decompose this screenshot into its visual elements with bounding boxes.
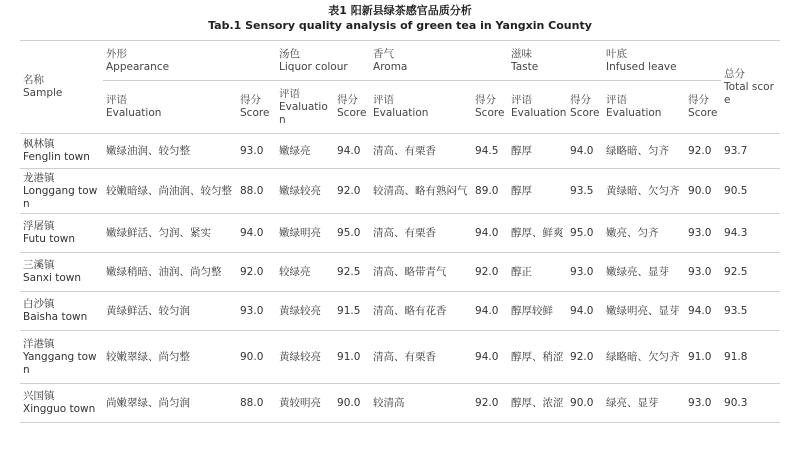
cell-liquor-score: 91.0 xyxy=(334,331,370,384)
cell-taste-score: 92.0 xyxy=(567,331,603,384)
table-title-cn: 表1 阳新县绿茶感官品质分析 xyxy=(328,4,472,17)
header-evaluation: 评语 Evaluation xyxy=(603,81,685,134)
cell-appearance-score: 93.0 xyxy=(237,292,276,331)
cell-aroma: 较清高、略有熟闷气 xyxy=(370,169,472,214)
cell-aroma-score: 94.0 xyxy=(472,331,508,384)
cell-total: 92.5 xyxy=(721,253,780,292)
sensory-quality-table xyxy=(20,40,780,423)
cell-taste: 醇厚 xyxy=(508,169,567,214)
cell-taste: 醇厚 xyxy=(508,134,567,169)
cell-taste-score: 93.0 xyxy=(567,253,603,292)
cell-aroma-score: 92.0 xyxy=(472,253,508,292)
header-evaluation: 评语 Evaluation xyxy=(508,81,567,134)
header-group-taste: 滋味 Taste xyxy=(508,41,603,81)
cell-appearance: 嫩绿鲜活、匀润、紧实 xyxy=(103,214,237,253)
cell-liquor-score: 95.0 xyxy=(334,214,370,253)
cell-leaf: 黄绿暗、欠匀齐 xyxy=(603,169,685,214)
header-total: 总分 Total score xyxy=(721,41,780,134)
cell-aroma-score: 94.0 xyxy=(472,292,508,331)
header-group-liquor: 汤色 Liquor colour xyxy=(276,41,370,81)
table-title-en: Tab.1 Sensory quality analysis of green tea in Yangxin County xyxy=(208,19,592,32)
cell-leaf-score: 93.0 xyxy=(685,384,721,423)
cell-sample: 三溪镇 Sanxi town xyxy=(20,253,103,292)
cell-total: 90.3 xyxy=(721,384,780,423)
cell-total: 93.7 xyxy=(721,134,780,169)
header-score: 得分 Score xyxy=(567,81,603,134)
cell-appearance: 较嫩翠绿、尚匀整 xyxy=(103,331,237,384)
cell-appearance: 黄绿鲜活、较匀润 xyxy=(103,292,237,331)
cell-total: 94.3 xyxy=(721,214,780,253)
header-group-leaf: 叶底 Infused leave xyxy=(603,41,721,81)
header-evaluation: 评语 Evaluation xyxy=(370,81,472,134)
table-caption xyxy=(0,0,800,33)
table-row xyxy=(20,134,780,169)
table-row xyxy=(20,384,780,423)
cell-appearance-score: 88.0 xyxy=(237,384,276,423)
cell-taste-score: 94.0 xyxy=(567,134,603,169)
cell-appearance-score: 94.0 xyxy=(237,214,276,253)
cell-taste-score: 90.0 xyxy=(567,384,603,423)
table-row xyxy=(20,169,780,214)
cell-taste: 醇厚较鲜 xyxy=(508,292,567,331)
cell-leaf: 嫩绿明亮、显芽 xyxy=(603,292,685,331)
header-score: 得分 Score xyxy=(237,81,276,134)
header-row-sub xyxy=(20,81,780,134)
cell-aroma-score: 89.0 xyxy=(472,169,508,214)
header-score: 得分 Score xyxy=(334,81,370,134)
cell-leaf: 绿略暗、欠匀齐 xyxy=(603,331,685,384)
cell-liquor: 嫩绿亮 xyxy=(276,134,334,169)
cell-aroma-score: 94.0 xyxy=(472,214,508,253)
cell-aroma: 清高、有栗香 xyxy=(370,331,472,384)
cell-total: 90.5 xyxy=(721,169,780,214)
cell-taste: 醇厚、稍涩 xyxy=(508,331,567,384)
cell-appearance: 嫩绿油润、较匀整 xyxy=(103,134,237,169)
cell-taste-score: 94.0 xyxy=(567,292,603,331)
cell-leaf: 绿略暗、匀齐 xyxy=(603,134,685,169)
header-score: 得分 Score xyxy=(685,81,721,134)
cell-leaf: 嫩绿亮、显芽 xyxy=(603,253,685,292)
header-row-groups xyxy=(20,41,780,81)
cell-appearance: 较嫩暗绿、尚油润、较匀整 xyxy=(103,169,237,214)
cell-liquor-score: 91.5 xyxy=(334,292,370,331)
cell-sample: 枫林镇 Fenglin town xyxy=(20,134,103,169)
cell-taste-score: 93.5 xyxy=(567,169,603,214)
cell-sample: 兴国镇 Xingguo town xyxy=(20,384,103,423)
cell-appearance: 嫩绿稍暗、油润、尚匀整 xyxy=(103,253,237,292)
cell-liquor: 黄绿较亮 xyxy=(276,331,334,384)
table-row xyxy=(20,253,780,292)
cell-taste: 醇正 xyxy=(508,253,567,292)
cell-total: 91.8 xyxy=(721,331,780,384)
table-row xyxy=(20,331,780,384)
cell-aroma: 清高、略有花香 xyxy=(370,292,472,331)
cell-leaf-score: 93.0 xyxy=(685,214,721,253)
cell-appearance-score: 92.0 xyxy=(237,253,276,292)
cell-total: 93.5 xyxy=(721,292,780,331)
cell-sample: 龙港镇 Longgang town xyxy=(20,169,103,214)
cell-leaf: 绿亮、显芽 xyxy=(603,384,685,423)
cell-taste-score: 95.0 xyxy=(567,214,603,253)
header-group-aroma: 香气 Aroma xyxy=(370,41,508,81)
cell-aroma: 较清高 xyxy=(370,384,472,423)
table-row xyxy=(20,292,780,331)
cell-liquor-score: 94.0 xyxy=(334,134,370,169)
cell-sample: 浮屠镇 Futu town xyxy=(20,214,103,253)
cell-liquor-score: 90.0 xyxy=(334,384,370,423)
cell-sample: 白沙镇 Baisha town xyxy=(20,292,103,331)
cell-taste: 醇厚、浓涩 xyxy=(508,384,567,423)
cell-aroma: 清高、有栗香 xyxy=(370,134,472,169)
cell-leaf-score: 92.0 xyxy=(685,134,721,169)
cell-appearance: 尚嫩翠绿、尚匀润 xyxy=(103,384,237,423)
cell-sample: 洋港镇 Yanggang town xyxy=(20,331,103,384)
header-group-appearance: 外形 Appearance xyxy=(103,41,276,81)
header-name: 名称 Sample xyxy=(20,41,103,134)
header-evaluation: 评语 Evaluation xyxy=(276,81,334,134)
cell-liquor-score: 92.0 xyxy=(334,169,370,214)
cell-aroma-score: 94.5 xyxy=(472,134,508,169)
cell-taste: 醇厚、鲜爽 xyxy=(508,214,567,253)
cell-liquor: 较绿亮 xyxy=(276,253,334,292)
cell-liquor: 嫩绿明亮 xyxy=(276,214,334,253)
cell-leaf-score: 93.0 xyxy=(685,253,721,292)
cell-liquor: 黄较明亮 xyxy=(276,384,334,423)
cell-liquor: 黄绿较亮 xyxy=(276,292,334,331)
cell-appearance-score: 88.0 xyxy=(237,169,276,214)
cell-aroma-score: 92.0 xyxy=(472,384,508,423)
table-row xyxy=(20,214,780,253)
cell-liquor-score: 92.5 xyxy=(334,253,370,292)
cell-leaf: 嫩亮、匀齐 xyxy=(603,214,685,253)
cell-appearance-score: 93.0 xyxy=(237,134,276,169)
cell-appearance-score: 90.0 xyxy=(237,331,276,384)
header-evaluation: 评语 Evaluation xyxy=(103,81,237,134)
cell-aroma: 清高、略带青气 xyxy=(370,253,472,292)
cell-leaf-score: 90.0 xyxy=(685,169,721,214)
cell-leaf-score: 91.0 xyxy=(685,331,721,384)
cell-leaf-score: 94.0 xyxy=(685,292,721,331)
cell-liquor: 嫩绿较亮 xyxy=(276,169,334,214)
cell-aroma: 清高、有栗香 xyxy=(370,214,472,253)
header-score: 得分 Score xyxy=(472,81,508,134)
